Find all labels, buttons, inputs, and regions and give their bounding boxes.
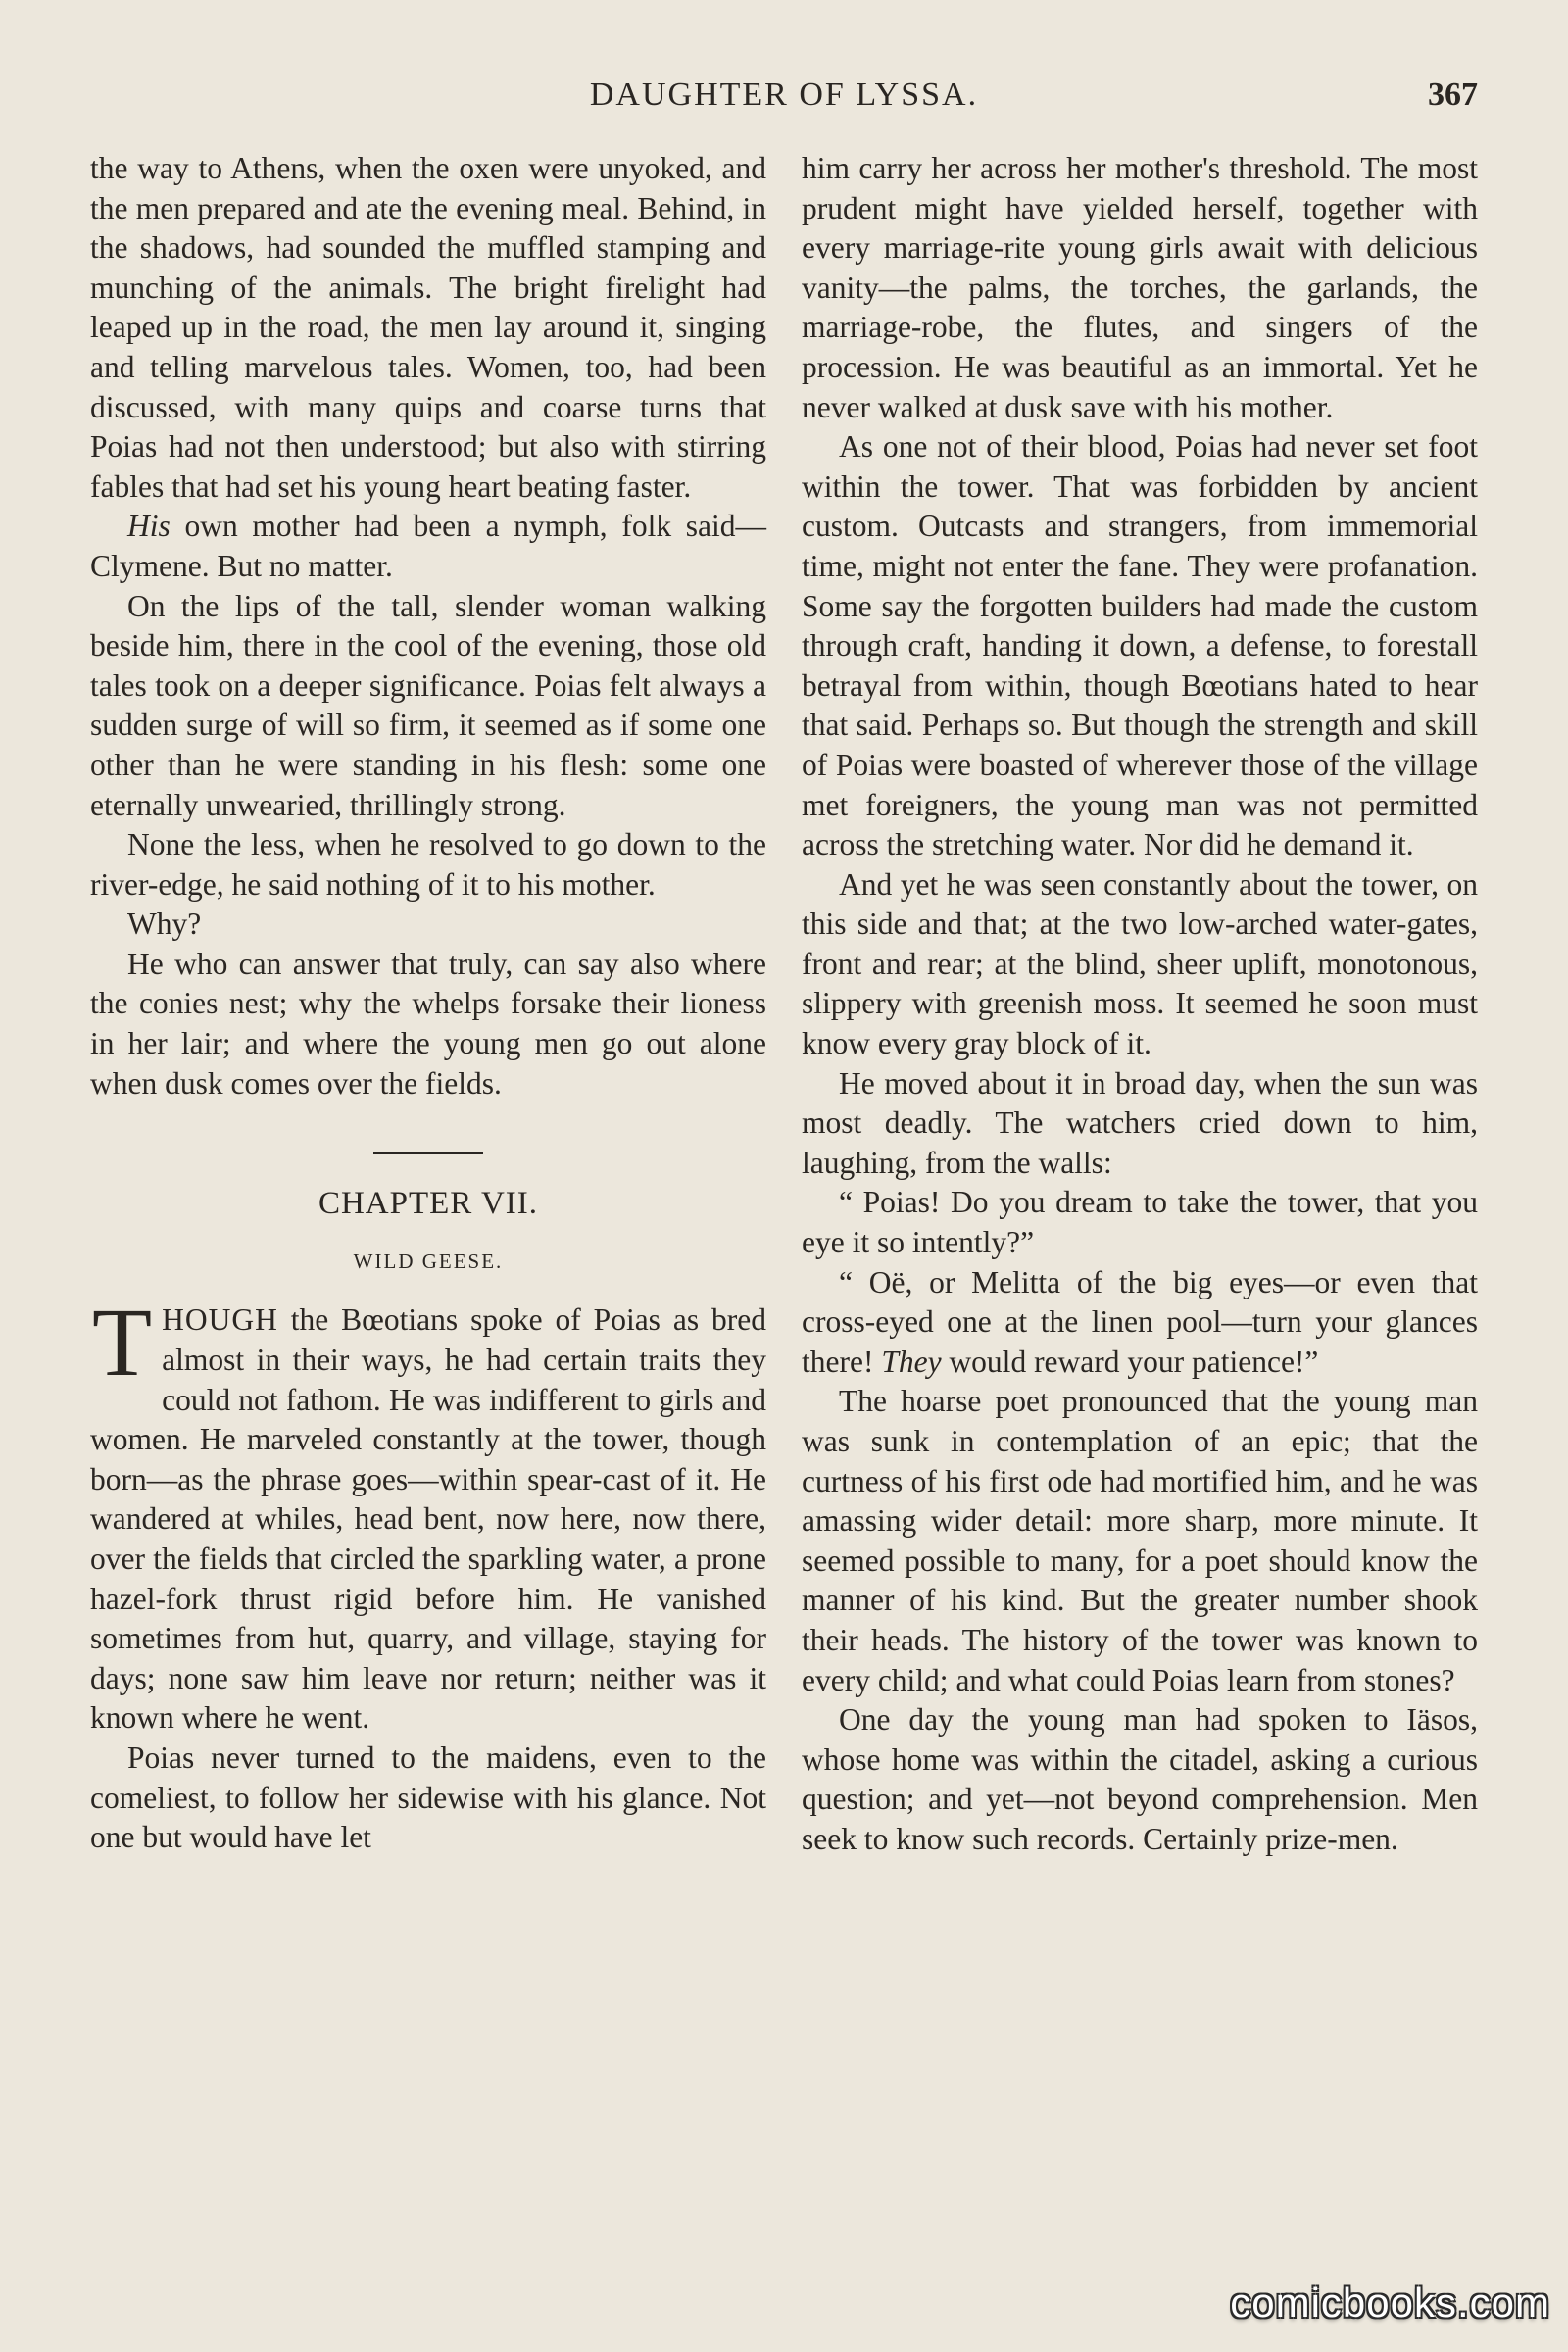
page-number: 367 [1428,76,1478,113]
section-divider [373,1152,483,1154]
paragraph: “ Poias! Do you dream to take the tower, that you eye it so intently?” [802,1185,1478,1260]
running-head [90,76,1478,125]
small-caps-word: HOUGH [162,1302,278,1338]
paragraph: On the lips of the tall, slender woman walking beside him, there in the cool of the evening, those old tales took on a deeper significance. Poias felt always a sudden surge of will so firm, it seemed as if some one other than he were standing in his flesh: some one eternally unwearied, thrillingly strong. [90,588,766,822]
paragraph: Why? [127,906,202,942]
paragraph: him carry her across her mother's threshold. The most prudent might have yielded herself, together with every marriage-rite young girls await with delicious vanity—the palms, the torches, the garlands, the marriage-robe, the flutes, and singers of the procession. He was beautiful as an immortal. Yet he never walked at dusk save with his mother. [802,151,1478,424]
paragraph: THOUGH the Bœotians spoke of Poias as bred almost in their ways, he had certain traits they could not fathom. He was indifferent to girls and women. He marveled constantly at the tower, though born—as the phrase goes—within spear-cast of it. He wandered at whiles, head bent, now here, now there, over the fields that circled the sparkling water, a prone hazel-fork thrust rigid before him. He vanished sometimes from hut, quarry, and village, staying for days; none saw him leave nor return; neither was it known where he went. [90,1288,766,1736]
right-column [802,149,1478,1860]
paragraph: the way to Athens, when the oxen were unyoked, and the men prepared and ate the evening meal. Behind, in the shadows, had sounded the muffled stamping and munching of the animals. The bright firelight had leaped up in the road, the men lay around it, singing and telling marvelous tales. Women, too, had been discussed, with many quips and coarse turns that Poias had not then understood; but also with stirring fables that had set his young heart beating faster. [90,151,766,504]
chapter-subtitle: WILD GEESE. [353,1249,504,1273]
paragraph: One day the young man had spoken to Iäsos, whose home was within the citadel, asking a curious question; and yet—not beyond comprehension. Men seek to know such records. Certainly prize-men. [802,1702,1478,1856]
paragraph: He who can answer that truly, can say also where the conies nest; why the whelps forsake their lioness in her lair; and where the young men go out alone when dusk comes over the fields. [90,946,766,1101]
italic-word: They [881,1344,942,1379]
drop-cap: T [92,1288,153,1397]
paragraph: And yet he was seen constantly about the tower, on this side and that; at the two low-arched water-gates, front and rear; at the blind, sheer uplift, monotonous, slippery with greenish moss. It seemed he soon must know every gray block of it. [802,866,1478,1061]
paragraph: Poias never turned to the maidens, even to the comeliest, to follow her sidewise with his glance. Not one but would have let [90,1740,766,1855]
paragraph: His own mother had been a nymph, folk said—Clymene. But no matter. [90,509,766,583]
left-column [90,149,766,1858]
chapter-title: CHAPTER VII. [318,1186,539,1222]
paragraph: None the less, when he resolved to go down to the river-edge, he said nothing of it to his mother. [90,827,766,902]
italic-word: His [127,509,171,544]
paragraph: “ Oë, or Melitta of the big eyes—or even that cross-eyed one at the linen pool—turn your glances there! They would reward your patience!” [802,1264,1478,1379]
watermark: comicbooks.com [1230,2279,1550,2326]
paragraph: As one not of their blood, Poias had never set foot within the tower. That was forbidden by ancient custom. Outcasts and strangers, from immemorial time, might not enter the fane. They were profanation. Some say the forgotten builders had made the custom through craft, handing it down, a defense, to forestall betrayal from within, though Bœotians hated to hear that said. Perhaps so. But though the strength and skill of Poias were boasted of wherever those of the village met foreigners, the young man was not permitted across the stretching water. Nor did he demand it. [802,429,1478,862]
paragraph: The hoarse poet pronounced that the young man was sunk in contemplation of an epic; that the curtness of his first ode had mortified him, and he was amassing wider detail: more sharp, more minute. It seemed possible to many, for a poet should know the manner of his kind. But the greater number shook their heads. The history of the tower was known to every child; and what could Poias learn from stones? [802,1384,1478,1697]
running-title: DAUGHTER OF LYSSA. [589,76,979,113]
paragraph: He moved about it in broad day, when the sun was most deadly. The watchers cried down to him, laughing, from the walls: [802,1065,1478,1180]
